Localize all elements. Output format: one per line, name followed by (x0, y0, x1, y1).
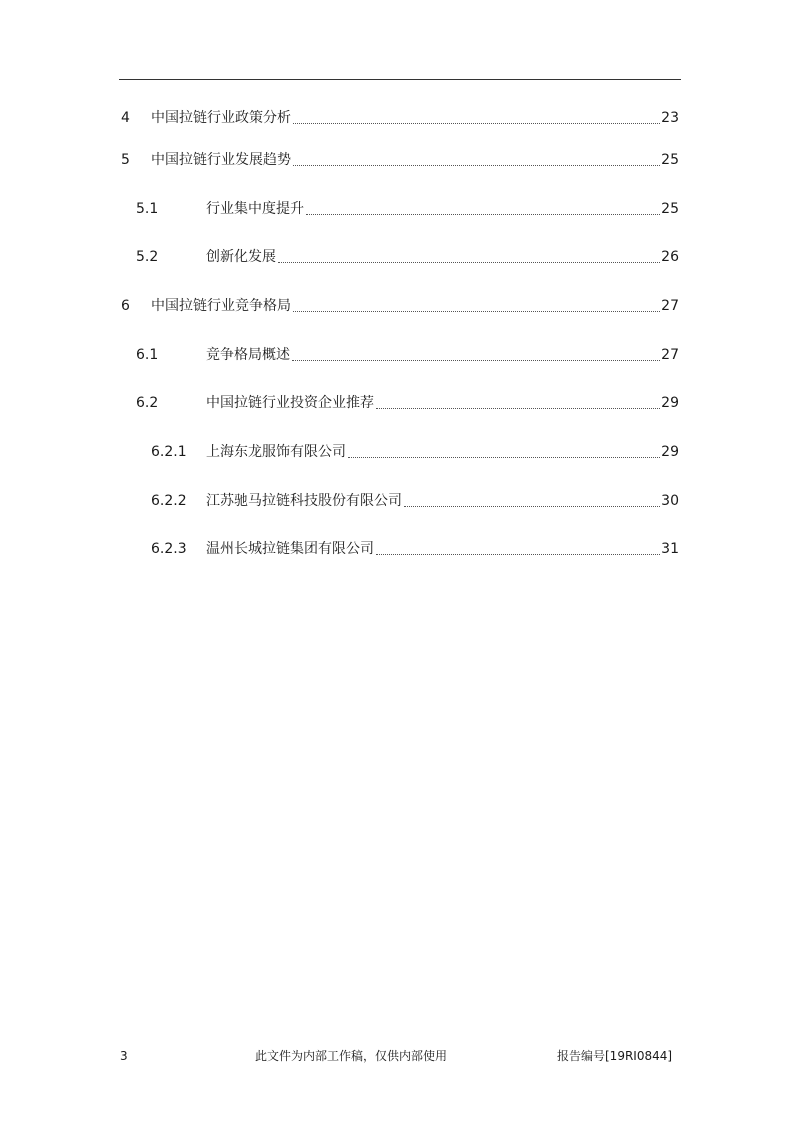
toc-dot-leader (306, 214, 660, 215)
toc-entry-5[interactable] (121, 150, 679, 170)
toc-entry-title: 温州长城拉链集团有限公司 (206, 541, 374, 557)
toc-entry-page: 31 (661, 541, 679, 557)
footer-confidential-note: 此文件为内部工作稿，仅供内部使用 (255, 1049, 448, 1063)
toc-entry-title: 竞争格局概述 (206, 347, 290, 363)
toc-entry-title: 创新化发展 (206, 249, 276, 265)
toc-dot-leader (293, 123, 660, 124)
toc-entry-page: 30 (661, 493, 679, 509)
toc-entry-page: 27 (661, 298, 679, 314)
toc-entry-number: 6.2.2 (151, 493, 187, 509)
header-rule (119, 79, 681, 80)
toc-entry-6-2-3[interactable] (151, 539, 679, 559)
toc-entry-title: 江苏驰马拉链科技股份有限公司 (206, 493, 402, 509)
toc-dot-leader (348, 457, 660, 458)
toc-entry-page: 27 (661, 347, 679, 363)
toc-entry-6-2-2[interactable] (151, 491, 679, 511)
toc-dot-leader (293, 311, 660, 312)
toc-entry-title: 上海东龙服饰有限公司 (206, 444, 346, 460)
toc-dot-leader (376, 554, 660, 555)
toc-dot-leader (278, 262, 660, 263)
toc-dot-leader (292, 360, 660, 361)
toc-entry-4[interactable] (121, 108, 679, 128)
toc-entry-number: 6.2.3 (151, 541, 187, 557)
toc-entry-6-2-1[interactable] (151, 442, 679, 462)
toc-entry-page: 26 (661, 249, 679, 265)
toc-dot-leader (293, 165, 660, 166)
page-footer (0, 1046, 800, 1066)
toc-entry-page: 25 (661, 201, 679, 217)
toc-entry-page: 29 (661, 395, 679, 411)
toc-entry-6-2[interactable] (136, 393, 679, 413)
toc-entry-title: 中国拉链行业政策分析 (151, 110, 291, 126)
toc-entry-number: 5.2 (136, 249, 159, 265)
toc-entry-title: 中国拉链行业发展趋势 (151, 152, 291, 168)
footer-page-number: 3 (120, 1049, 128, 1063)
toc-entry-title: 中国拉链行业投资企业推荐 (206, 395, 374, 411)
toc-entry-number: 6.2.1 (151, 444, 187, 460)
toc-entry-5-1[interactable] (136, 199, 679, 219)
toc-entry-title: 中国拉链行业竞争格局 (151, 298, 291, 314)
toc-entry-5-2[interactable] (136, 247, 679, 267)
toc-entry-number: 4 (121, 110, 130, 126)
toc-entry-number: 5.1 (136, 201, 159, 217)
toc-entry-number: 6.2 (136, 395, 159, 411)
toc-entry-number: 6.1 (136, 347, 159, 363)
toc-entry-number: 6 (121, 298, 130, 314)
footer-report-id: 报告编号[19RI0844] (557, 1049, 673, 1063)
toc-entry-page: 29 (661, 444, 679, 460)
toc-dot-leader (404, 506, 660, 507)
toc-entry-title: 行业集中度提升 (206, 201, 304, 217)
toc-dot-leader (376, 408, 660, 409)
toc-entry-6-1[interactable] (136, 345, 679, 365)
toc-entry-number: 5 (121, 152, 130, 168)
toc-entry-6[interactable] (121, 296, 679, 316)
toc-entry-page: 23 (661, 110, 679, 126)
toc-entry-page: 25 (661, 152, 679, 168)
